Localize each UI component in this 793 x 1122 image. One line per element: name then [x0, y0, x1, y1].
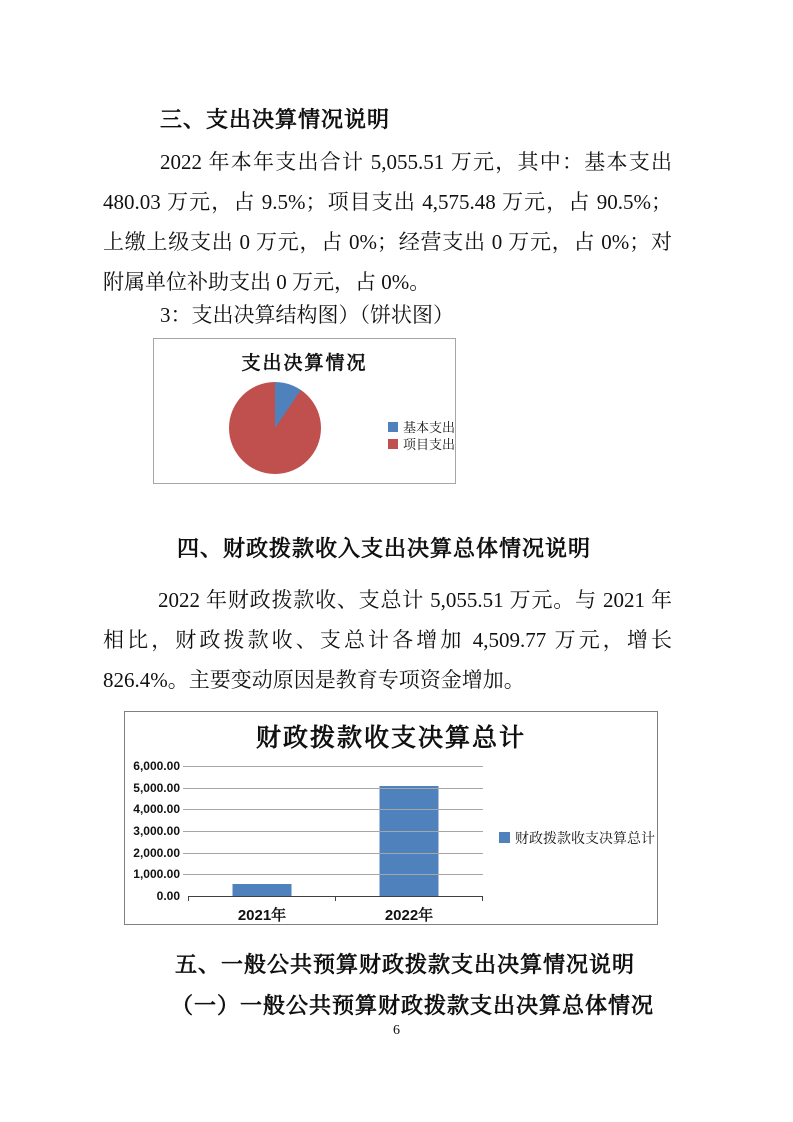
pie-chart	[153, 338, 456, 484]
bar-plot-area	[188, 766, 483, 896]
gridline	[183, 853, 483, 854]
section3-para-line: 上缴上级支出 0 万元，占 0%；经营支出 0 万元，占 0%；对	[103, 230, 672, 254]
y-tick-label: 5,000.00	[133, 780, 180, 795]
section3-para-line: 480.03 万元，占 9.5%；项目支出 4,575.48 万元，占 90.5%；	[103, 190, 672, 214]
section3-para-line: 2022 年本年支出合计 5,055.51 万元，其中：基本支出	[160, 150, 672, 174]
section3-heading: 三、支出决算情况说明	[160, 107, 391, 132]
section4-para-line: 相比，财政拨款收、支总计各增加 4,509.77 万元，增长	[103, 628, 672, 652]
pie-legend-item	[388, 435, 455, 452]
legend-swatch-blue	[388, 422, 398, 432]
y-tick-label: 1,000.00	[133, 867, 180, 882]
bar-legend	[499, 829, 655, 846]
section4-para-line: 826.4%。主要变动原因是教育专项资金增加。	[103, 668, 525, 692]
gridline	[183, 809, 483, 810]
bar-category-label: 2021年	[237, 907, 287, 924]
bar-2021	[232, 884, 291, 896]
section5-heading: 五、一般公共预算财政拨款支出决算情况说明	[175, 952, 636, 977]
bar-legend-label: 财政拨款收支决算总计	[515, 831, 655, 847]
bar-chart	[124, 711, 658, 925]
section3-para-line: 附属单位补助支出 0 万元，占 0%。	[103, 270, 431, 294]
pie-chart-caption: 3：支出决算结构图）（饼状图）	[160, 303, 454, 327]
pie-chart-title: 支出决算情况	[241, 353, 368, 374]
legend-swatch-red	[388, 439, 398, 449]
bar-2022	[380, 786, 439, 896]
gridline	[183, 874, 483, 875]
gridline	[183, 788, 483, 789]
page-number: 6	[393, 1023, 400, 1038]
pie-graphic	[229, 382, 321, 474]
x-axis-tick	[335, 896, 336, 901]
gridline	[183, 831, 483, 832]
bar-category-label: 2022年	[384, 907, 434, 924]
y-tick-label: 6,000.00	[133, 759, 180, 773]
x-axis-tick	[482, 896, 483, 901]
bar-legend-item	[499, 829, 655, 846]
section5-subheading: （一）一般公共预算财政拨款支出决算总体情况	[171, 993, 655, 1018]
pie-legend-label: 基本支出	[403, 420, 456, 435]
pie-legend-label: 项目支出	[403, 437, 456, 452]
y-tick-label: 3,000.00	[133, 824, 180, 838]
section4-para-line: 2022 年财政拨款收、支总计 5,055.51 万元。与 2021 年	[158, 588, 672, 612]
y-tick-label: 2,000.00	[133, 845, 180, 860]
y-tick-label: 4,000.00	[133, 802, 180, 817]
bar-chart-title: 财政拨款收支决算总计	[255, 725, 526, 752]
section4-heading: 四、财政拨款收入支出决算总体情况说明	[177, 536, 592, 561]
pie-legend	[388, 418, 455, 452]
bar-y-axis-labels	[125, 759, 182, 903]
y-tick-label: 0.00	[156, 889, 180, 903]
pie-legend-item	[388, 418, 455, 435]
x-axis-tick	[188, 896, 189, 901]
gridline	[183, 766, 483, 767]
legend-swatch-blue	[499, 832, 510, 843]
